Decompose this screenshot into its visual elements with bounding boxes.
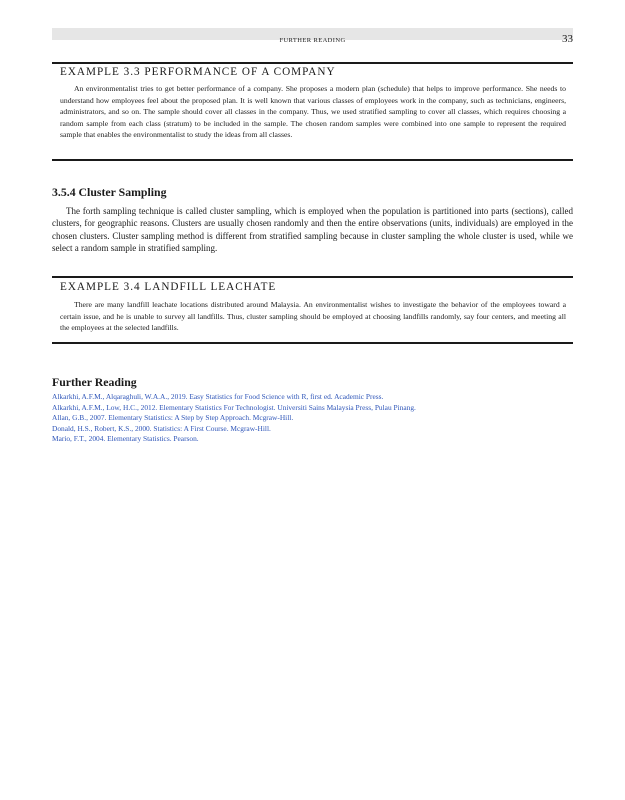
reference-link[interactable]: Alkarkhi, A.F.M., Low, H.C., 2012. Elementary Statistics For Technologist. Universiti Sains Malaysia Press, Pulau Pinang. [52, 402, 416, 412]
section-body: The forth sampling technique is called cluster sampling, which is employed when the population is partitioned into parts (sections), called clusters, for geographic reasons. Clusters are usually chosen randomly and then the entire observations (units, individuals) are employed in the chosen clusters. Cluster sampling method is different from stratified sampling because in cluster sampling the whole cluster is used, while we select a random sample in stratified sampling. [52, 206, 573, 254]
example-top-rule [52, 276, 573, 278]
reference-link[interactable]: Alkarkhi, A.F.M., Alqaraghuli, W.A.A., 2019. Easy Statistics for Food Science with R, first ed. Academic Press. [52, 392, 384, 401]
example-3-4-title: EXAMPLE 3.4 LANDFILL LEACHATE [60, 281, 277, 293]
example-top-rule [52, 62, 573, 64]
example-3-4-body: There are many landfill leachate locations distributed around Malaysia. An environmentalist wishes to investigate the behavior of the employees toward a certain issue, and he is unable to survey all landfills. Thus, cluster sampling should be employed at choosing landfills randomly, say four centers, and meeting all the employees at the selected landfills. [60, 300, 566, 332]
example-bottom-rule [52, 159, 573, 161]
section-heading: 3.5.4 Cluster Sampling [52, 185, 167, 199]
example-3-3-body: An environmentalist tries to get better performance of a company. She proposes a modern plan (schedule) that helps to improve performance. She needs to understand how employees feel about the proposed plan. It is well known that various classes of employees work in the company, such as technicians, engineers, administrators, and so on. The sample should cover all classes in the company. Thus, we used stratified sampling to cover all classes, which requires choosing a random sample from each class (stratum) to be included in the sample. The chosen random samples were combined into one sample to represent the required sample that enables the environmentalist to study the ideas from all classes. [60, 84, 566, 139]
example-bottom-rule [52, 342, 573, 344]
reference-link[interactable]: Donald, H.S., Robert, K.S., 2000. Statistics: A First Course. Mcgraw-Hill. [52, 423, 271, 433]
example-3-3-title: EXAMPLE 3.3 PERFORMANCE OF A COMPANY [60, 66, 336, 78]
reference-link[interactable]: Allan, G.B., 2007. Elementary Statistics: A Step by Step Approach. Mcgraw-Hill. [52, 413, 294, 422]
reference-list [52, 392, 573, 445]
running-head: FURTHER READING [279, 37, 346, 44]
page-number: 33 [562, 33, 573, 45]
reference-link[interactable]: Mario, F.T., 2004. Elementary Statistics. Pearson. [52, 434, 199, 443]
further-reading-heading: Further Reading [52, 375, 137, 389]
